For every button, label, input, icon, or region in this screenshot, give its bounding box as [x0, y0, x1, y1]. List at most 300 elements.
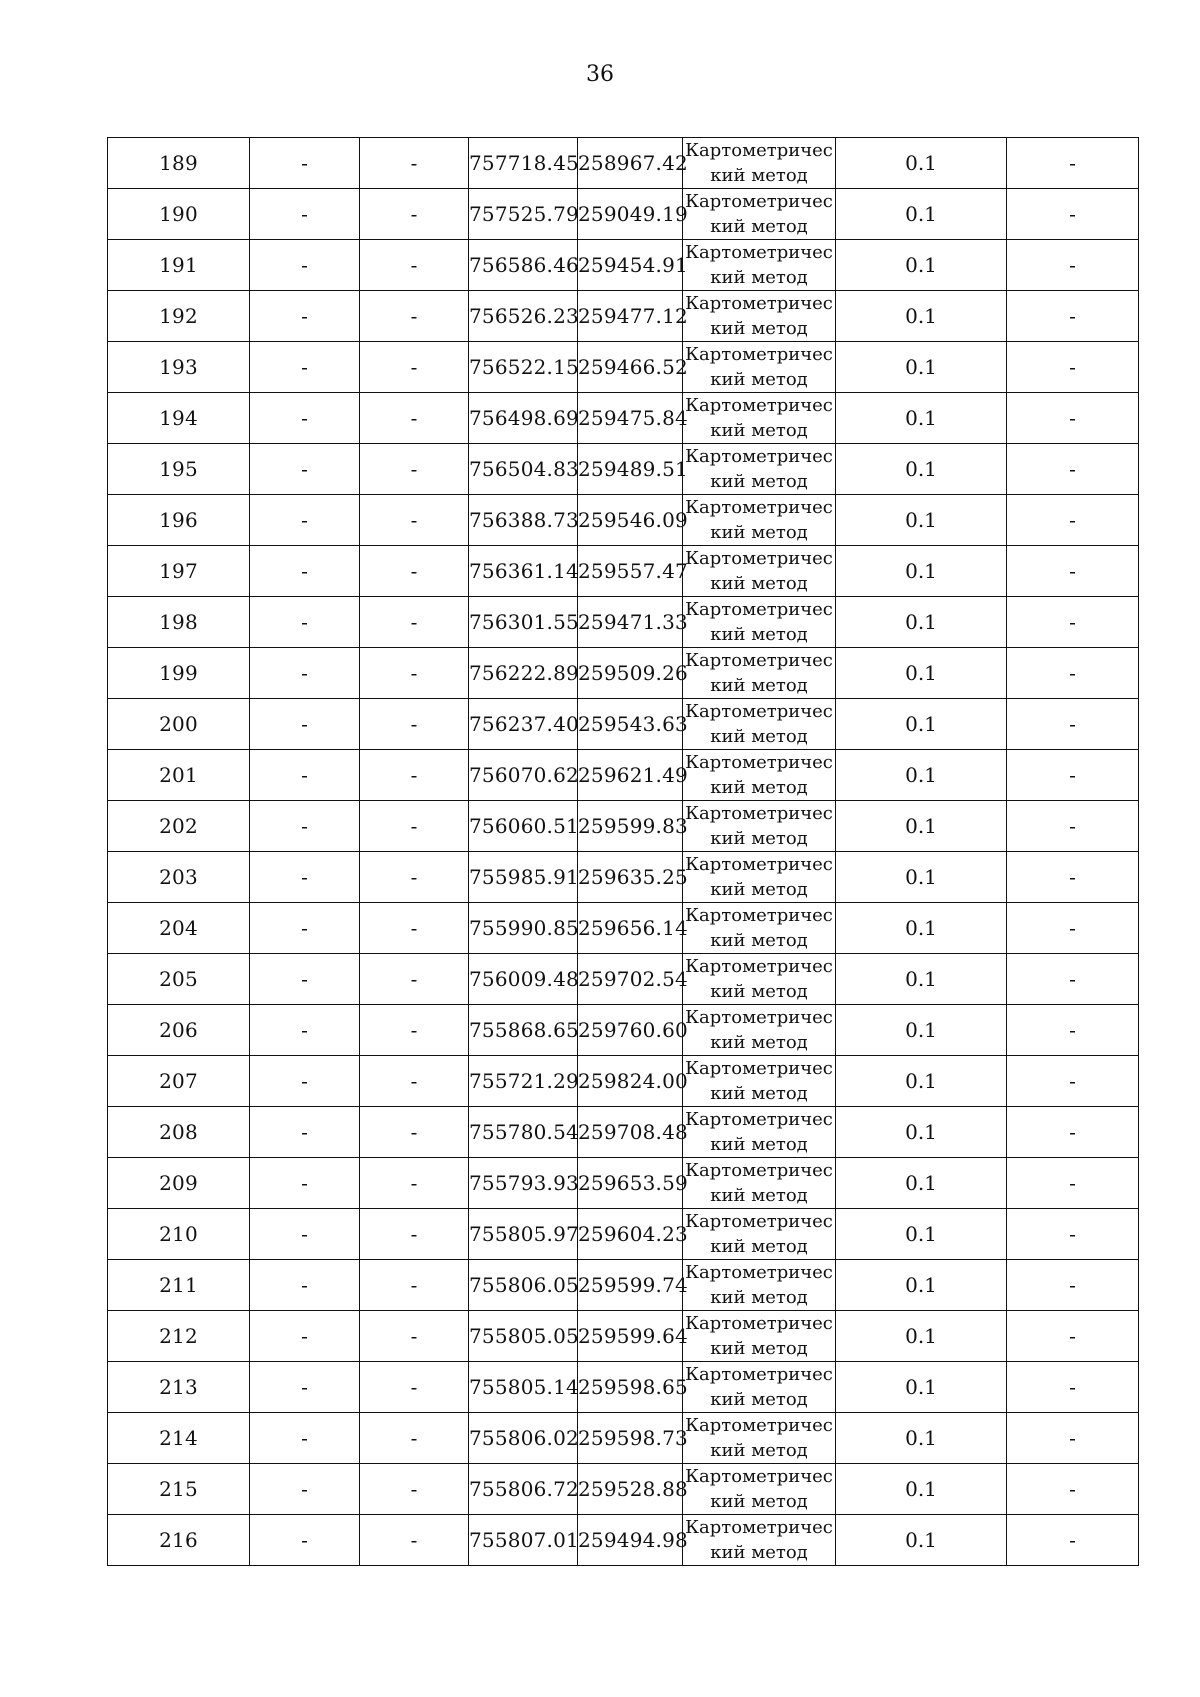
point-number-cell: 204 — [108, 903, 250, 954]
x-coordinate-cell: 755721.29 — [469, 1056, 578, 1107]
prev-y-cell: - — [360, 138, 469, 189]
prev-x-cell: - — [250, 750, 360, 801]
method-line-2: кий метод — [710, 1236, 808, 1257]
y-coordinate-cell: 259471.33 — [578, 597, 683, 648]
y-coordinate-cell: 259621.49 — [578, 750, 683, 801]
y-coordinate-cell: 259049.19 — [578, 189, 683, 240]
y-coordinate-cell: 258967.42 — [578, 138, 683, 189]
x-coordinate-cell: 757718.45 — [469, 138, 578, 189]
method-line-1: Картометричес — [685, 497, 833, 518]
table-row — [108, 444, 1139, 495]
table-row — [108, 801, 1139, 852]
prev-y-cell: - — [360, 240, 469, 291]
x-coordinate-cell: 755793.93 — [469, 1158, 578, 1209]
note-cell: - — [1007, 189, 1139, 240]
prev-y-cell: - — [360, 342, 469, 393]
method-cell — [683, 801, 836, 852]
method-line-2: кий метод — [710, 1032, 808, 1053]
point-number-cell: 189 — [108, 138, 250, 189]
x-coordinate-cell: 755985.91 — [469, 852, 578, 903]
prev-y-cell: - — [360, 1362, 469, 1413]
method-cell — [683, 291, 836, 342]
table-row — [108, 291, 1139, 342]
method-line-1: Картометричес — [685, 242, 833, 263]
y-coordinate-cell: 259477.12 — [578, 291, 683, 342]
point-number-cell: 212 — [108, 1311, 250, 1362]
accuracy-cell: 0.1 — [836, 342, 1007, 393]
point-number-cell: 199 — [108, 648, 250, 699]
point-number-cell: 201 — [108, 750, 250, 801]
prev-y-cell: - — [360, 1005, 469, 1056]
y-coordinate-cell: 259494.98 — [578, 1515, 683, 1566]
method-cell — [683, 1158, 836, 1209]
point-number-cell: 194 — [108, 393, 250, 444]
method-line-1: Картометричес — [685, 1109, 833, 1130]
prev-y-cell: - — [360, 291, 469, 342]
prev-x-cell: - — [250, 801, 360, 852]
y-coordinate-cell: 259528.88 — [578, 1464, 683, 1515]
accuracy-cell: 0.1 — [836, 240, 1007, 291]
y-coordinate-cell: 259708.48 — [578, 1107, 683, 1158]
point-number-cell: 190 — [108, 189, 250, 240]
prev-x-cell: - — [250, 495, 360, 546]
method-line-2: кий метод — [710, 1083, 808, 1104]
coordinates-table — [107, 137, 1139, 1566]
table-row — [108, 852, 1139, 903]
method-line-1: Картометричес — [685, 701, 833, 722]
method-line-1: Картометричес — [685, 446, 833, 467]
y-coordinate-cell: 259824.00 — [578, 1056, 683, 1107]
prev-x-cell: - — [250, 1005, 360, 1056]
accuracy-cell: 0.1 — [836, 1413, 1007, 1464]
y-coordinate-cell: 259489.51 — [578, 444, 683, 495]
method-line-2: кий метод — [710, 675, 808, 696]
method-line-2: кий метод — [710, 471, 808, 492]
accuracy-cell: 0.1 — [836, 1362, 1007, 1413]
point-number-cell: 206 — [108, 1005, 250, 1056]
prev-y-cell: - — [360, 495, 469, 546]
method-line-1: Картометричес — [685, 1517, 833, 1538]
accuracy-cell: 0.1 — [836, 1209, 1007, 1260]
x-coordinate-cell: 756237.40 — [469, 699, 578, 750]
method-line-1: Картометричес — [685, 1313, 833, 1334]
table-row — [108, 138, 1139, 189]
accuracy-cell: 0.1 — [836, 699, 1007, 750]
prev-y-cell: - — [360, 189, 469, 240]
x-coordinate-cell: 755780.54 — [469, 1107, 578, 1158]
method-line-1: Картометричес — [685, 395, 833, 416]
method-line-1: Картометричес — [685, 344, 833, 365]
method-line-2: кий метод — [710, 777, 808, 798]
method-line-1: Картометричес — [685, 599, 833, 620]
table-row — [108, 1260, 1139, 1311]
y-coordinate-cell: 259599.64 — [578, 1311, 683, 1362]
prev-y-cell: - — [360, 1515, 469, 1566]
prev-x-cell: - — [250, 291, 360, 342]
note-cell: - — [1007, 138, 1139, 189]
method-cell — [683, 1209, 836, 1260]
accuracy-cell: 0.1 — [836, 852, 1007, 903]
method-line-1: Картометричес — [685, 548, 833, 569]
method-line-1: Картометричес — [685, 956, 833, 977]
x-coordinate-cell: 756522.15 — [469, 342, 578, 393]
note-cell: - — [1007, 903, 1139, 954]
note-cell: - — [1007, 1413, 1139, 1464]
note-cell: - — [1007, 1260, 1139, 1311]
method-line-1: Картометричес — [685, 1007, 833, 1028]
method-line-2: кий метод — [710, 1389, 808, 1410]
y-coordinate-cell: 259656.14 — [578, 903, 683, 954]
point-number-cell: 208 — [108, 1107, 250, 1158]
page-number: 36 — [586, 62, 614, 87]
table-row — [108, 189, 1139, 240]
method-line-2: кий метод — [710, 1542, 808, 1563]
note-cell: - — [1007, 954, 1139, 1005]
method-line-2: кий метод — [710, 1338, 808, 1359]
method-cell — [683, 240, 836, 291]
method-line-2: кий метод — [710, 879, 808, 900]
prev-x-cell: - — [250, 342, 360, 393]
x-coordinate-cell: 756388.73 — [469, 495, 578, 546]
x-coordinate-cell: 755990.85 — [469, 903, 578, 954]
method-line-1: Картометричес — [685, 293, 833, 314]
y-coordinate-cell: 259475.84 — [578, 393, 683, 444]
prev-x-cell: - — [250, 1158, 360, 1209]
note-cell: - — [1007, 597, 1139, 648]
prev-x-cell: - — [250, 138, 360, 189]
table-body — [108, 138, 1139, 1566]
prev-x-cell: - — [250, 597, 360, 648]
prev-y-cell: - — [360, 1056, 469, 1107]
y-coordinate-cell: 259454.91 — [578, 240, 683, 291]
method-cell — [683, 1107, 836, 1158]
prev-x-cell: - — [250, 1413, 360, 1464]
method-line-2: кий метод — [710, 828, 808, 849]
table-row — [108, 1362, 1139, 1413]
point-number-cell: 214 — [108, 1413, 250, 1464]
point-number-cell: 209 — [108, 1158, 250, 1209]
x-coordinate-cell: 755868.65 — [469, 1005, 578, 1056]
method-line-1: Картометричес — [685, 650, 833, 671]
prev-y-cell: - — [360, 1311, 469, 1362]
point-number-cell: 202 — [108, 801, 250, 852]
prev-x-cell: - — [250, 1260, 360, 1311]
y-coordinate-cell: 259653.59 — [578, 1158, 683, 1209]
method-line-2: кий метод — [710, 420, 808, 441]
method-line-2: кий метод — [710, 1440, 808, 1461]
accuracy-cell: 0.1 — [836, 597, 1007, 648]
point-number-cell: 207 — [108, 1056, 250, 1107]
x-coordinate-cell: 756301.55 — [469, 597, 578, 648]
method-cell — [683, 1311, 836, 1362]
accuracy-cell: 0.1 — [836, 750, 1007, 801]
accuracy-cell: 0.1 — [836, 648, 1007, 699]
accuracy-cell: 0.1 — [836, 189, 1007, 240]
method-line-1: Картометричес — [685, 1262, 833, 1283]
method-line-2: кий метод — [710, 216, 808, 237]
prev-x-cell: - — [250, 648, 360, 699]
accuracy-cell: 0.1 — [836, 1515, 1007, 1566]
table-row — [108, 1311, 1139, 1362]
note-cell: - — [1007, 699, 1139, 750]
note-cell: - — [1007, 1005, 1139, 1056]
y-coordinate-cell: 259557.47 — [578, 546, 683, 597]
method-line-1: Картометричес — [685, 140, 833, 161]
y-coordinate-cell: 259509.26 — [578, 648, 683, 699]
prev-y-cell: - — [360, 597, 469, 648]
point-number-cell: 195 — [108, 444, 250, 495]
method-cell — [683, 954, 836, 1005]
table-row — [108, 648, 1139, 699]
prev-y-cell: - — [360, 801, 469, 852]
method-line-2: кий метод — [710, 1491, 808, 1512]
method-line-1: Картометричес — [685, 752, 833, 773]
table-row — [108, 1464, 1139, 1515]
note-cell: - — [1007, 1362, 1139, 1413]
method-line-2: кий метод — [710, 522, 808, 543]
accuracy-cell: 0.1 — [836, 1464, 1007, 1515]
point-number-cell: 213 — [108, 1362, 250, 1413]
accuracy-cell: 0.1 — [836, 1056, 1007, 1107]
note-cell: - — [1007, 444, 1139, 495]
point-number-cell: 211 — [108, 1260, 250, 1311]
y-coordinate-cell: 259598.65 — [578, 1362, 683, 1413]
accuracy-cell: 0.1 — [836, 1005, 1007, 1056]
table-row — [108, 699, 1139, 750]
method-cell — [683, 1362, 836, 1413]
prev-x-cell: - — [250, 1209, 360, 1260]
point-number-cell: 193 — [108, 342, 250, 393]
y-coordinate-cell: 259635.25 — [578, 852, 683, 903]
method-line-1: Картометричес — [685, 854, 833, 875]
method-line-1: Картометричес — [685, 191, 833, 212]
method-line-2: кий метод — [710, 726, 808, 747]
x-coordinate-cell: 755807.01 — [469, 1515, 578, 1566]
table-row — [108, 393, 1139, 444]
prev-x-cell: - — [250, 1107, 360, 1158]
note-cell: - — [1007, 1107, 1139, 1158]
method-cell — [683, 444, 836, 495]
accuracy-cell: 0.1 — [836, 393, 1007, 444]
prev-y-cell: - — [360, 699, 469, 750]
x-coordinate-cell: 755805.14 — [469, 1362, 578, 1413]
method-line-2: кий метод — [710, 318, 808, 339]
x-coordinate-cell: 756526.23 — [469, 291, 578, 342]
prev-y-cell: - — [360, 444, 469, 495]
method-cell — [683, 342, 836, 393]
method-line-1: Картометричес — [685, 1364, 833, 1385]
table-row — [108, 1158, 1139, 1209]
point-number-cell: 197 — [108, 546, 250, 597]
method-line-2: кий метод — [710, 1287, 808, 1308]
prev-y-cell: - — [360, 648, 469, 699]
table-row — [108, 597, 1139, 648]
note-cell: - — [1007, 1311, 1139, 1362]
method-line-1: Картометричес — [685, 1466, 833, 1487]
note-cell: - — [1007, 342, 1139, 393]
note-cell: - — [1007, 495, 1139, 546]
x-coordinate-cell: 755806.02 — [469, 1413, 578, 1464]
y-coordinate-cell: 259599.83 — [578, 801, 683, 852]
prev-y-cell: - — [360, 852, 469, 903]
prev-x-cell: - — [250, 393, 360, 444]
prev-x-cell: - — [250, 903, 360, 954]
x-coordinate-cell: 755805.97 — [469, 1209, 578, 1260]
method-line-2: кий метод — [710, 981, 808, 1002]
prev-y-cell: - — [360, 1107, 469, 1158]
method-cell — [683, 699, 836, 750]
table-row — [108, 1209, 1139, 1260]
point-number-cell: 205 — [108, 954, 250, 1005]
note-cell: - — [1007, 546, 1139, 597]
table-row — [108, 750, 1139, 801]
x-coordinate-cell: 757525.79 — [469, 189, 578, 240]
x-coordinate-cell: 756586.46 — [469, 240, 578, 291]
x-coordinate-cell: 756361.14 — [469, 546, 578, 597]
x-coordinate-cell: 756504.83 — [469, 444, 578, 495]
method-cell — [683, 852, 836, 903]
table-row — [108, 1056, 1139, 1107]
method-cell — [683, 1464, 836, 1515]
method-cell — [683, 1260, 836, 1311]
prev-x-cell: - — [250, 240, 360, 291]
method-line-1: Картометричес — [685, 1058, 833, 1079]
method-cell — [683, 597, 836, 648]
table-row — [108, 1107, 1139, 1158]
prev-x-cell: - — [250, 1056, 360, 1107]
method-cell — [683, 903, 836, 954]
prev-y-cell: - — [360, 1464, 469, 1515]
method-cell — [683, 1515, 836, 1566]
accuracy-cell: 0.1 — [836, 1260, 1007, 1311]
point-number-cell: 215 — [108, 1464, 250, 1515]
prev-x-cell: - — [250, 1464, 360, 1515]
accuracy-cell: 0.1 — [836, 291, 1007, 342]
accuracy-cell: 0.1 — [836, 495, 1007, 546]
method-cell — [683, 750, 836, 801]
prev-y-cell: - — [360, 393, 469, 444]
point-number-cell: 200 — [108, 699, 250, 750]
point-number-cell: 196 — [108, 495, 250, 546]
prev-x-cell: - — [250, 444, 360, 495]
method-cell — [683, 1056, 836, 1107]
accuracy-cell: 0.1 — [836, 801, 1007, 852]
note-cell: - — [1007, 852, 1139, 903]
method-line-1: Картометричес — [685, 1160, 833, 1181]
prev-x-cell: - — [250, 699, 360, 750]
method-cell — [683, 1005, 836, 1056]
point-number-cell: 191 — [108, 240, 250, 291]
x-coordinate-cell: 756498.69 — [469, 393, 578, 444]
method-line-1: Картометричес — [685, 803, 833, 824]
method-cell — [683, 189, 836, 240]
method-line-2: кий метод — [710, 624, 808, 645]
note-cell: - — [1007, 750, 1139, 801]
method-cell — [683, 648, 836, 699]
accuracy-cell: 0.1 — [836, 1311, 1007, 1362]
x-coordinate-cell: 756222.89 — [469, 648, 578, 699]
prev-y-cell: - — [360, 1158, 469, 1209]
prev-x-cell: - — [250, 1362, 360, 1413]
method-line-2: кий метод — [710, 1185, 808, 1206]
note-cell: - — [1007, 1158, 1139, 1209]
method-line-2: кий метод — [710, 267, 808, 288]
prev-y-cell: - — [360, 1413, 469, 1464]
y-coordinate-cell: 259598.73 — [578, 1413, 683, 1464]
method-line-1: Картометричес — [685, 905, 833, 926]
method-cell — [683, 1413, 836, 1464]
prev-y-cell: - — [360, 1209, 469, 1260]
x-coordinate-cell: 756070.62 — [469, 750, 578, 801]
point-number-cell: 192 — [108, 291, 250, 342]
note-cell: - — [1007, 648, 1139, 699]
note-cell: - — [1007, 393, 1139, 444]
note-cell: - — [1007, 1464, 1139, 1515]
accuracy-cell: 0.1 — [836, 138, 1007, 189]
method-line-1: Картометричес — [685, 1211, 833, 1232]
accuracy-cell: 0.1 — [836, 954, 1007, 1005]
x-coordinate-cell: 755806.72 — [469, 1464, 578, 1515]
table-row — [108, 903, 1139, 954]
y-coordinate-cell: 259702.54 — [578, 954, 683, 1005]
prev-x-cell: - — [250, 954, 360, 1005]
prev-x-cell: - — [250, 189, 360, 240]
table-row — [108, 1413, 1139, 1464]
prev-y-cell: - — [360, 903, 469, 954]
prev-x-cell: - — [250, 546, 360, 597]
table-row — [108, 954, 1139, 1005]
y-coordinate-cell: 259604.23 — [578, 1209, 683, 1260]
note-cell: - — [1007, 1209, 1139, 1260]
x-coordinate-cell: 755806.05 — [469, 1260, 578, 1311]
table-row — [108, 342, 1139, 393]
x-coordinate-cell: 755805.05 — [469, 1311, 578, 1362]
method-line-2: кий метод — [710, 369, 808, 390]
accuracy-cell: 0.1 — [836, 903, 1007, 954]
prev-x-cell: - — [250, 1515, 360, 1566]
method-cell — [683, 393, 836, 444]
prev-y-cell: - — [360, 1260, 469, 1311]
method-line-2: кий метод — [710, 1134, 808, 1155]
y-coordinate-cell: 259543.63 — [578, 699, 683, 750]
point-number-cell: 210 — [108, 1209, 250, 1260]
table-row — [108, 1515, 1139, 1566]
method-cell — [683, 546, 836, 597]
point-number-cell: 203 — [108, 852, 250, 903]
y-coordinate-cell: 259599.74 — [578, 1260, 683, 1311]
note-cell: - — [1007, 801, 1139, 852]
y-coordinate-cell: 259760.60 — [578, 1005, 683, 1056]
note-cell: - — [1007, 1515, 1139, 1566]
y-coordinate-cell: 259546.09 — [578, 495, 683, 546]
method-cell — [683, 495, 836, 546]
prev-y-cell: - — [360, 750, 469, 801]
x-coordinate-cell: 756009.48 — [469, 954, 578, 1005]
table-row — [108, 240, 1139, 291]
prev-y-cell: - — [360, 954, 469, 1005]
table-row — [108, 1005, 1139, 1056]
method-cell — [683, 138, 836, 189]
method-line-2: кий метод — [710, 165, 808, 186]
accuracy-cell: 0.1 — [836, 1107, 1007, 1158]
point-number-cell: 198 — [108, 597, 250, 648]
method-line-2: кий метод — [710, 573, 808, 594]
y-coordinate-cell: 259466.52 — [578, 342, 683, 393]
point-number-cell: 216 — [108, 1515, 250, 1566]
accuracy-cell: 0.1 — [836, 444, 1007, 495]
accuracy-cell: 0.1 — [836, 1158, 1007, 1209]
method-line-1: Картометричес — [685, 1415, 833, 1436]
